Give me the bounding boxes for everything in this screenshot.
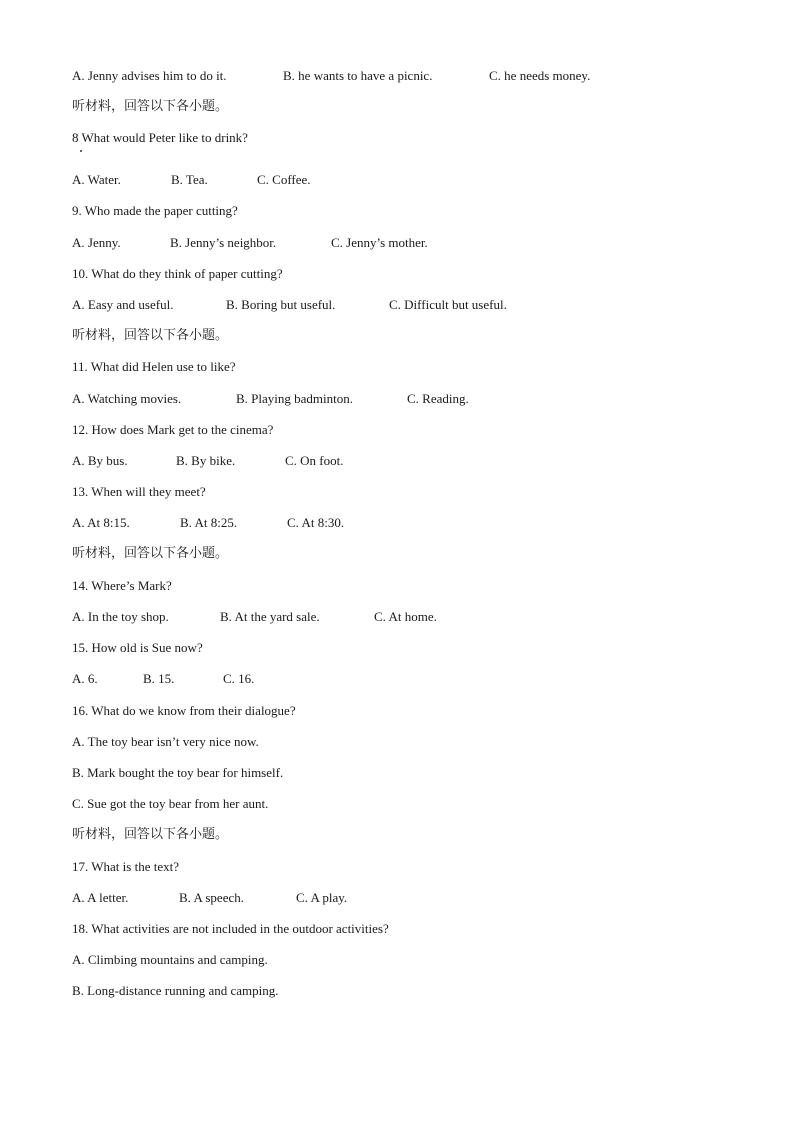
question-14: 14. Where’s Mark? (72, 578, 172, 593)
section-instruction: 听材料，回答以下各小题。 (72, 328, 229, 343)
question-11: 11. What did Helen use to like? (72, 359, 236, 374)
option-a[interactable]: A. Easy and useful. (72, 297, 174, 312)
stray-dot (80, 150, 82, 152)
option-b[interactable]: B. Playing badminton. (236, 391, 353, 406)
option-b[interactable]: B. By bike. (176, 453, 236, 468)
option-b[interactable]: B. At 8:25. (180, 515, 238, 530)
option-c[interactable]: C. Difficult but useful. (389, 297, 507, 312)
option-b[interactable]: B. A speech. (179, 890, 244, 905)
option-a[interactable]: A. Watching movies. (72, 391, 182, 406)
option-a[interactable]: A. At 8:15. (72, 515, 130, 530)
option-b[interactable]: B. Mark bought the toy bear for himself. (72, 765, 284, 780)
option-c[interactable]: C. Sue got the toy bear from her aunt. (72, 796, 269, 811)
option-a[interactable]: A. Climbing mountains and camping. (72, 952, 268, 967)
option-a[interactable]: A. 6. (72, 671, 98, 686)
option-c[interactable]: C. A play. (296, 890, 348, 905)
option-c[interactable]: C. At home. (374, 609, 437, 624)
option-c[interactable]: C. Jenny’s mother. (331, 235, 428, 250)
section-instruction: 听材料，回答以下各小题。 (72, 99, 229, 114)
option-c[interactable]: C. On foot. (285, 453, 344, 468)
option-b[interactable]: B. he wants to have a picnic. (283, 68, 433, 83)
option-b[interactable]: B. Jenny’s neighbor. (170, 235, 277, 250)
option-a[interactable]: A. The toy bear isn’t very nice now. (72, 734, 259, 749)
section-instruction: 听材料，回答以下各小题。 (72, 827, 229, 842)
option-a[interactable]: A. By bus. (72, 453, 128, 468)
question-18: 18. What activities are not included in the outdoor activities? (72, 921, 389, 936)
option-a[interactable]: A. A letter. (72, 890, 129, 905)
question-16: 16. What do we know from their dialogue? (72, 703, 296, 718)
option-a[interactable]: A. Jenny advises him to do it. (72, 68, 227, 83)
question-8: 8 What would Peter like to drink? (72, 130, 248, 145)
option-c[interactable]: C. At 8:30. (287, 515, 345, 530)
option-c[interactable]: C. he needs money. (489, 68, 591, 83)
question-12: 12. How does Mark get to the cinema? (72, 422, 274, 437)
option-b[interactable]: B. Long-distance running and camping. (72, 983, 279, 998)
option-b[interactable]: B. At the yard sale. (220, 609, 320, 624)
question-10: 10. What do they think of paper cutting? (72, 266, 283, 281)
question-17: 17. What is the text? (72, 859, 179, 874)
section-instruction: 听材料，回答以下各小题。 (72, 546, 229, 561)
question-15: 15. How old is Sue now? (72, 640, 203, 655)
option-b[interactable]: B. Boring but useful. (226, 297, 336, 312)
option-c[interactable]: C. Coffee. (257, 172, 311, 187)
option-b[interactable]: B. Tea. (171, 172, 208, 187)
question-9: 9. Who made the paper cutting? (72, 203, 238, 218)
question-13: 13. When will they meet? (72, 484, 206, 499)
option-a[interactable]: A. Jenny. (72, 235, 121, 250)
option-a[interactable]: A. Water. (72, 172, 121, 187)
option-c[interactable]: C. 16. (223, 671, 255, 686)
option-c[interactable]: C. Reading. (407, 391, 469, 406)
option-b[interactable]: B. 15. (143, 671, 175, 686)
option-a[interactable]: A. In the toy shop. (72, 609, 169, 624)
